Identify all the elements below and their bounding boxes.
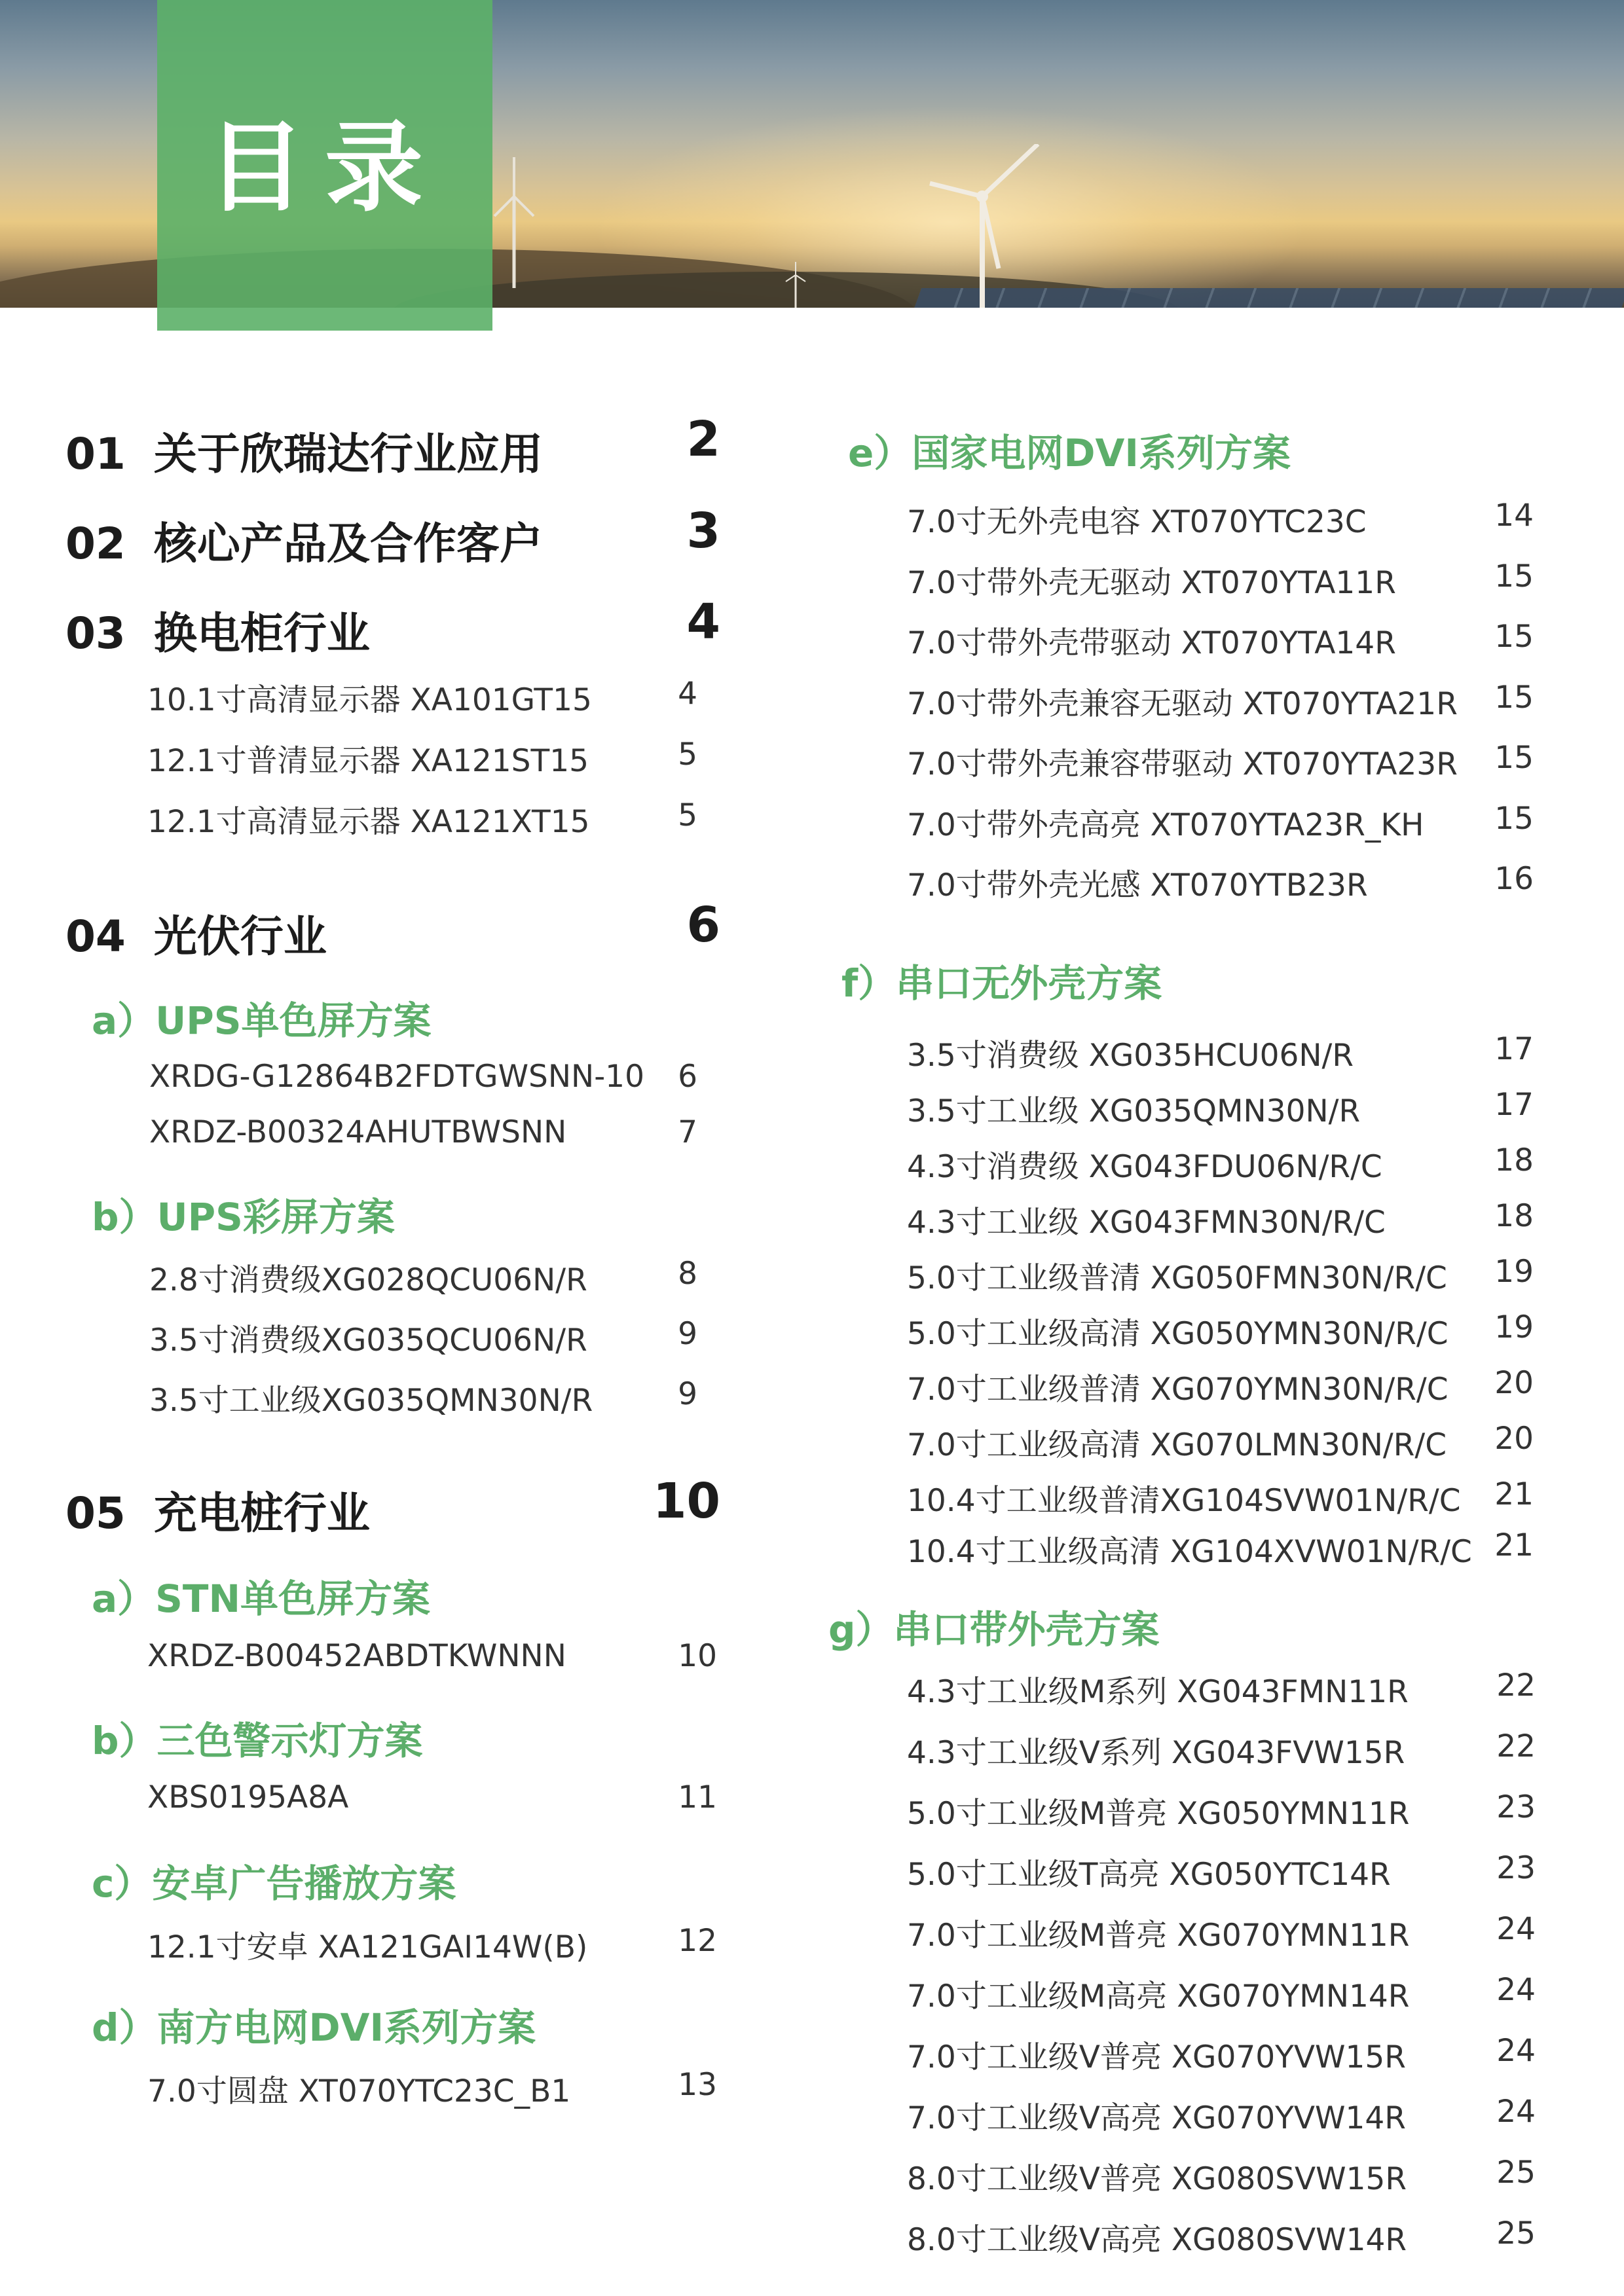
toc-major-label: 光伏行业 (153, 911, 327, 962)
toc-item-page: 25 (1496, 2215, 1536, 2251)
toc-item-page: 24 (1496, 2033, 1536, 2069)
toc-item[interactable]: 7.0寸工业级M高亮 XG070YMN14R (907, 1978, 1410, 2014)
toc-major-page: 6 (686, 897, 720, 953)
toc-item[interactable]: 7.0寸带外壳光感 XT070YTB23R (907, 867, 1368, 903)
toc-item-page: 20 (1494, 1365, 1534, 1401)
toc-item-page: 6 (678, 1059, 697, 1095)
toc-item-page: 11 (678, 1779, 717, 1815)
toc-item[interactable]: 7.0寸工业级普清 XG070YMN30N/R/C (907, 1372, 1449, 1408)
wind-turbine-icon (917, 144, 1048, 308)
toc-item-page: 9 (678, 1376, 697, 1412)
toc-item-page: 25 (1496, 2155, 1536, 2191)
toc-item-page: 18 (1494, 1198, 1534, 1234)
toc-item-page: 4 (678, 676, 697, 712)
toc-major-number: 03 (65, 608, 126, 659)
toc-item[interactable]: 7.0寸带外壳高亮 XT070YTA23R_KH (907, 807, 1424, 843)
toc-item[interactable]: 12.1寸高清显示器 XA121XT15 (147, 804, 590, 840)
toc-major-page: 2 (686, 411, 720, 467)
toc-item[interactable]: 7.0寸带外壳无驱动 XT070YTA11R (907, 565, 1396, 601)
toc-item[interactable]: 10.4寸工业级普清XG104SVW01N/R/C (907, 1483, 1461, 1519)
toc-item-page: 15 (1494, 558, 1534, 594)
toc-section-title[interactable]: b）三色警示灯方案 (92, 1719, 423, 1763)
toc-item-page: 22 (1496, 1667, 1536, 1704)
toc-item-page: 23 (1496, 1850, 1536, 1886)
toc-item-page: 15 (1494, 801, 1534, 837)
toc-item[interactable]: 7.0寸工业级V高亮 XG070YVW14R (907, 2100, 1406, 2136)
toc-item[interactable]: 5.0寸工业级M普亮 XG050YMN11R (907, 1796, 1410, 1832)
toc-item[interactable]: 10.1寸高清显示器 XA101GT15 (147, 682, 592, 718)
toc-item[interactable]: 10.4寸工业级高清 XG104XVW01N/R/C (907, 1534, 1472, 1570)
toc-major-label: 关于欣瑞达行业应用 (153, 429, 543, 479)
toc-item[interactable]: 3.5寸消费级XG035QCU06N/R (149, 1322, 587, 1358)
title-badge (157, 0, 492, 331)
toc-item[interactable]: 4.3寸工业级V系列 XG043FVW15R (907, 1735, 1405, 1771)
toc-item-page: 12 (678, 1923, 717, 1959)
toc-item-page: 19 (1494, 1254, 1534, 1290)
toc-item[interactable]: 7.0寸带外壳兼容无驱动 XT070YTA21R (907, 686, 1458, 722)
toc-item-page: 24 (1496, 2094, 1536, 2130)
toc-section-title[interactable]: g）串口带外壳方案 (828, 1607, 1160, 1652)
toc-item[interactable]: 3.5寸消费级 XG035HCU06N/R (907, 1038, 1354, 1074)
toc-section-title[interactable]: f）串口无外壳方案 (841, 961, 1162, 1006)
toc-item-page: 10 (678, 1638, 717, 1674)
toc-item[interactable]: 8.0寸工业级V高亮 XG080SVW14R (907, 2222, 1407, 2258)
toc-major-label: 换电柜行业 (153, 608, 370, 659)
toc-item-page: 17 (1494, 1031, 1534, 1067)
toc-item[interactable]: 7.0寸带外壳带驱动 XT070YTA14R (907, 625, 1396, 661)
toc-item-page: 16 (1494, 861, 1534, 897)
toc-item-page: 15 (1494, 619, 1534, 655)
toc-item[interactable]: 7.0寸无外壳电容 XT070YTC23C (907, 504, 1367, 540)
toc-item[interactable]: XRDZ-B00324AHUTBWSNN (149, 1114, 567, 1150)
wind-turbine-icon (488, 151, 540, 288)
toc-item-page: 18 (1494, 1142, 1534, 1178)
toc-item-page: 22 (1496, 1728, 1536, 1764)
toc-major-label: 核心产品及合作客户 (153, 519, 543, 569)
toc-major-03[interactable] (65, 598, 370, 661)
toc-item[interactable]: 7.0寸工业级V普亮 XG070YVW15R (907, 2039, 1406, 2075)
toc-item-page: 17 (1494, 1087, 1534, 1123)
toc-major-page: 3 (686, 503, 720, 559)
toc-item-page: 15 (1494, 740, 1534, 776)
toc-major-01[interactable] (65, 419, 543, 481)
toc-item[interactable]: 3.5寸工业级 XG035QMN30N/R (907, 1093, 1361, 1129)
toc-item[interactable]: 7.0寸工业级M普亮 XG070YMN11R (907, 1918, 1410, 1954)
toc-item[interactable]: 12.1寸安卓 XA121GAI14W(B) (147, 1929, 588, 1965)
wind-turbine-icon (783, 262, 809, 308)
toc-item[interactable]: 12.1寸普清显示器 XA121ST15 (147, 743, 589, 779)
toc-major-number: 04 (65, 911, 126, 962)
toc-item-page: 14 (1494, 498, 1534, 534)
toc-section-title[interactable]: b）UPS彩屏方案 (92, 1195, 395, 1239)
toc-item[interactable]: 4.3寸消费级 XG043FDU06N/R/C (907, 1149, 1382, 1185)
toc-item-page: 13 (678, 2067, 717, 2103)
toc-item[interactable]: 2.8寸消费级XG028QCU06N/R (149, 1262, 587, 1298)
toc-section-title[interactable]: a）UPS单色屏方案 (92, 998, 432, 1043)
toc-item[interactable]: 7.0寸带外壳兼容带驱动 XT070YTA23R (907, 746, 1458, 782)
toc-item[interactable]: 4.3寸工业级 XG043FMN30N/R/C (907, 1205, 1386, 1241)
toc-item[interactable]: XBS0195A8A (147, 1779, 349, 1815)
toc-major-number: 05 (65, 1488, 126, 1539)
toc-item-page: 19 (1494, 1309, 1534, 1345)
toc-major-page: 4 (686, 594, 720, 650)
toc-item-page: 24 (1496, 1911, 1536, 1947)
toc-section-title[interactable]: d）南方电网DVI系列方案 (92, 2005, 536, 2050)
toc-major-number: 02 (65, 519, 126, 569)
toc-item[interactable]: XRDZ-B00452ABDTKWNNN (147, 1638, 566, 1674)
toc-item-page: 24 (1496, 1972, 1536, 2008)
toc-item-page: 21 (1494, 1476, 1534, 1512)
toc-item[interactable]: XRDG-G12864B2FDTGWSNN-10 (149, 1059, 644, 1095)
toc-item-page: 9 (678, 1316, 697, 1352)
toc-section-title[interactable]: e）国家电网DVI系列方案 (848, 431, 1291, 475)
toc-item-page: 15 (1494, 680, 1534, 716)
toc-item[interactable]: 7.0寸工业级高清 XG070LMN30N/R/C (907, 1427, 1447, 1463)
toc-section-title[interactable]: c）安卓广告播放方案 (92, 1861, 456, 1906)
toc-item[interactable]: 5.0寸工业级高清 XG050YMN30N/R/C (907, 1316, 1449, 1352)
toc-item-page: 21 (1494, 1527, 1534, 1563)
toc-item[interactable]: 5.0寸工业级普清 XG050FMN30N/R/C (907, 1260, 1447, 1296)
toc-major-number: 01 (65, 429, 126, 479)
toc-section-title[interactable]: a）STN单色屏方案 (92, 1576, 431, 1621)
toc-item[interactable]: 4.3寸工业级M系列 XG043FMN11R (907, 1674, 1409, 1710)
toc-item-page: 5 (678, 797, 697, 833)
toc-item-page: 20 (1494, 1421, 1534, 1457)
toc-item-page: 23 (1496, 1789, 1536, 1825)
toc-major-page: 10 (653, 1473, 720, 1529)
toc-major-04[interactable] (65, 902, 327, 964)
toc-item-page: 7 (678, 1114, 697, 1150)
toc-item[interactable]: 7.0寸圆盘 XT070YTC23C_B1 (147, 2073, 571, 2109)
toc-item[interactable]: 5.0寸工业级T高亮 XG050YTC14R (907, 1857, 1391, 1893)
toc-item-page: 8 (678, 1256, 697, 1292)
toc-item[interactable]: 8.0寸工业级V普亮 XG080SVW15R (907, 2161, 1407, 2197)
toc-major-05[interactable] (65, 1478, 370, 1540)
toc-major-02[interactable] (65, 509, 543, 571)
toc-item-page: 5 (678, 737, 697, 773)
toc-major-label: 充电桩行业 (153, 1488, 370, 1539)
page-title: 目录 (206, 111, 443, 225)
toc-item[interactable]: 3.5寸工业级XG035QMN30N/R (149, 1383, 593, 1419)
